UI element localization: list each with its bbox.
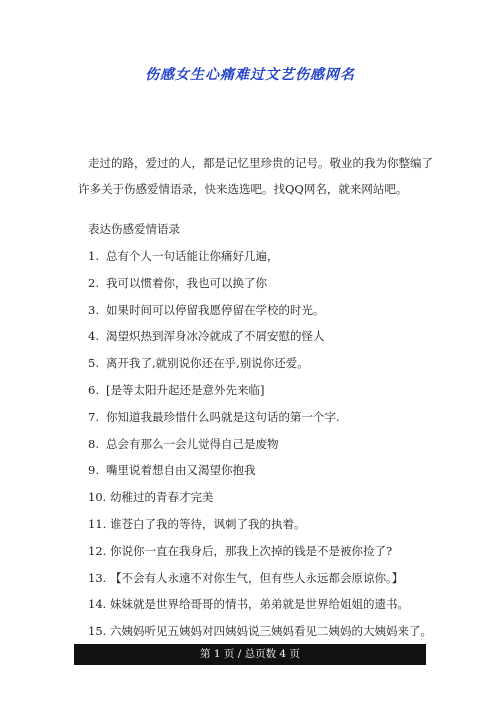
list-item — [88, 328, 448, 355]
item-text: 离开我了,就别说你还在乎,别说你还爱。 — [106, 356, 309, 371]
intro-paragraph: 走过的路，爱过的人，都是记忆里珍贵的记号。敬业的我为你整编了许多关于伤感爱情语录，快来选选吧。找QQ网名，就来网站吧。 — [78, 156, 433, 196]
document-title: 伤感女生心痛难过文艺伤感网名 — [145, 67, 355, 83]
list-item — [88, 275, 448, 302]
quote-list — [88, 248, 448, 650]
list-item — [88, 409, 448, 436]
list-item — [88, 382, 448, 409]
item-text: 渴望炽热到浑身冰冷就成了不屑安慰的怪人 — [106, 329, 325, 344]
page-footer: 第 1 页 / 总页数 4 页 — [74, 644, 426, 665]
item-number: 13. — [88, 570, 107, 585]
list-item — [88, 248, 448, 275]
item-text: 妹妹就是世界给哥哥的情书，弟弟就是世界给姐姐的遗书。 — [110, 597, 409, 612]
section-heading: 表达伤感爱情语录 — [88, 222, 180, 236]
list-item — [88, 596, 448, 623]
item-text: 六姨妈听见五姨妈对四姨妈说三姨妈看见二姨妈的大姨妈来了。 — [110, 624, 432, 639]
item-number: 10. — [88, 490, 107, 505]
item-text: 总会有那么一会儿觉得自己是废物 — [106, 436, 279, 451]
item-number: 4. — [88, 329, 99, 344]
list-item — [88, 462, 448, 489]
item-number: 7. — [88, 409, 99, 424]
item-number: 15. — [88, 624, 107, 639]
item-text: 你知道我最珍惜什么吗就是这句话的第一个字. — [106, 409, 340, 424]
item-text: 嘴里说着想自由又渴望你抱我 — [106, 463, 256, 478]
list-item — [88, 489, 448, 516]
item-text: 你说你一直在我身后，那我上次掉的钱是不是被你捡了? — [110, 543, 393, 558]
item-number: 1. — [88, 249, 99, 263]
item-text: 我可以惯着你，我也可以换了你 — [106, 275, 267, 290]
list-item — [88, 516, 448, 543]
item-text: [是等太阳升起还是意外先来临] — [106, 382, 265, 397]
item-number: 12. — [88, 543, 107, 558]
item-text: 如果时间可以停留我愿停留在学校的时光。 — [106, 302, 325, 317]
item-text: 幼稚过的青春才完美 — [110, 490, 214, 505]
item-number: 6. — [88, 382, 99, 397]
item-number: 9. — [88, 463, 99, 478]
item-number: 11. — [88, 516, 107, 531]
list-item — [88, 543, 448, 570]
item-text: 总有个人一句话能让你痛好几遍， — [106, 249, 279, 263]
list-item — [88, 436, 448, 463]
item-number: 14. — [88, 597, 107, 612]
item-text: 谁苍白了我的等待，讽刺了我的执着。 — [110, 516, 306, 531]
item-number: 5. — [88, 356, 99, 371]
item-number: 3. — [88, 302, 99, 317]
item-number: 8. — [88, 436, 99, 451]
list-item — [88, 302, 448, 329]
item-text: 【不会有人永遠不对你生气，但有些人永远都会原谅你。】 — [110, 570, 404, 585]
item-number: 2. — [88, 275, 99, 290]
list-item — [88, 355, 448, 382]
list-item — [88, 570, 448, 597]
